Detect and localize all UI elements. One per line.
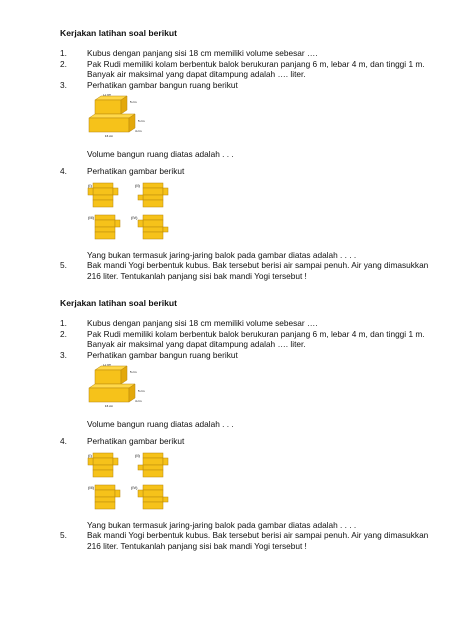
top-block-front-face: [95, 100, 121, 114]
label-side-bottom: 4 cm: [135, 129, 142, 134]
question-text: Bak mandi Yogi berbentuk kubus. Bak tersebut berisi air sampai penuh. Air yang dimasukkan 216 liter. Tentukanlah panjang sisi bak mandi Yogi tersebut !: [87, 260, 429, 281]
label-bottom: 16 cm: [104, 404, 114, 409]
label-top: 12 cm: [102, 94, 112, 97]
question-3: [60, 80, 430, 91]
question-text: Perhatikan gambar berikut: [87, 165, 185, 176]
label-side-mid: 5 cm: [138, 119, 145, 124]
label-top: 12 cm: [102, 364, 112, 367]
top-block-front-face: [95, 370, 121, 384]
question-number: 4.: [60, 165, 67, 176]
question-number: 5.: [60, 260, 67, 271]
net-2: [138, 453, 168, 477]
question-text: Perhatikan gambar berikut: [87, 435, 185, 446]
worksheet-title: Kerjakan latihan soal berikut: [60, 298, 178, 308]
question-3-prompt: Volume bangun ruang diatas adalah . . .: [87, 149, 234, 160]
question-text: Pak Rudi memiliki kolam berbentuk balok berukuran panjang 6 m, lebar 4 m, dan tinggi 1 m. Banyak air maksimal yang dapat ditampung adalah …. liter.: [87, 58, 425, 80]
question-number: 4.: [60, 435, 67, 446]
label-bottom: 16 cm: [104, 134, 114, 139]
question-1: [60, 48, 430, 59]
worksheet-2: [60, 298, 430, 551]
question-number: 3.: [60, 79, 67, 90]
question-number: 1.: [60, 318, 67, 328]
question-text: Bak mandi Yogi berbentuk kubus. Bak tersebut berisi air sampai penuh. Air yang dimasukkan 216 liter. Tentukanlah panjang sisi bak mandi Yogi tersebut !: [87, 530, 429, 551]
net-label-2: (II): [135, 182, 140, 188]
net-label-4: (IV): [131, 484, 138, 490]
question-4: [60, 166, 430, 177]
net-label-1: (I): [88, 452, 92, 458]
net-label-3: (III): [88, 484, 94, 490]
worksheet-1: [60, 28, 430, 281]
question-text: Kubus dengan panjang sisi 18 cm memiliki volume sebesar ….: [87, 48, 318, 58]
question-3-prompt: Volume bangun ruang diatas adalah . . .: [87, 419, 234, 430]
bottom-block-top-face: [89, 384, 135, 388]
label-side-top: 5 cm: [130, 370, 137, 375]
question-text: Kubus dengan panjang sisi 18 cm memiliki volume sebesar ….: [87, 318, 318, 328]
question-text: Perhatikan gambar bangun ruang berikut: [87, 349, 238, 360]
net-3: [95, 485, 120, 509]
question-number: 3.: [60, 349, 67, 360]
box-nets-figure: [87, 181, 177, 243]
question-5: [60, 530, 430, 551]
question-text: Perhatikan gambar bangun ruang berikut: [87, 79, 238, 90]
stacked-blocks-figure: [87, 364, 157, 408]
net-label-3: (III): [88, 214, 94, 220]
question-4-prompt: Yang bukan termasuk jaring-jaring balok pada gambar diatas adalah . . . .: [87, 519, 357, 530]
net-2: [138, 183, 168, 207]
worksheet-title: Kerjakan latihan soal berikut: [60, 28, 178, 38]
net-4: [138, 485, 168, 509]
net-1: [88, 453, 118, 477]
net-1: [88, 183, 118, 207]
stacked-blocks-figure: [87, 94, 157, 138]
label-side-bottom: 4 cm: [135, 399, 142, 404]
box-nets-figure: [87, 451, 177, 513]
net-3: [95, 215, 120, 239]
label-side-mid: 5 cm: [138, 389, 145, 394]
question-3: [60, 350, 430, 361]
question-4-prompt: Yang bukan termasuk jaring-jaring balok pada gambar diatas adalah . . . .: [87, 249, 357, 260]
net-label-2: (II): [135, 452, 140, 458]
bottom-block-front-face: [89, 118, 129, 132]
question-text: Pak Rudi memiliki kolam berbentuk balok berukuran panjang 6 m, lebar 4 m, dan tinggi 1 m. Banyak air maksimal yang dapat ditampung adalah …. liter.: [87, 328, 425, 350]
question-4: [60, 436, 430, 447]
bottom-block-top-face: [89, 114, 135, 118]
question-number: 5.: [60, 530, 67, 541]
question-number: 2.: [60, 328, 67, 339]
question-5: [60, 260, 430, 281]
bottom-block-front-face: [89, 388, 129, 402]
question-1: [60, 318, 430, 329]
label-side-top: 5 cm: [130, 100, 137, 105]
question-2: [60, 59, 430, 80]
question-number: 2.: [60, 58, 67, 69]
net-4: [138, 215, 168, 239]
question-number: 1.: [60, 48, 67, 58]
net-label-4: (IV): [131, 214, 138, 220]
question-2: [60, 329, 430, 350]
net-label-1: (I): [88, 182, 92, 188]
